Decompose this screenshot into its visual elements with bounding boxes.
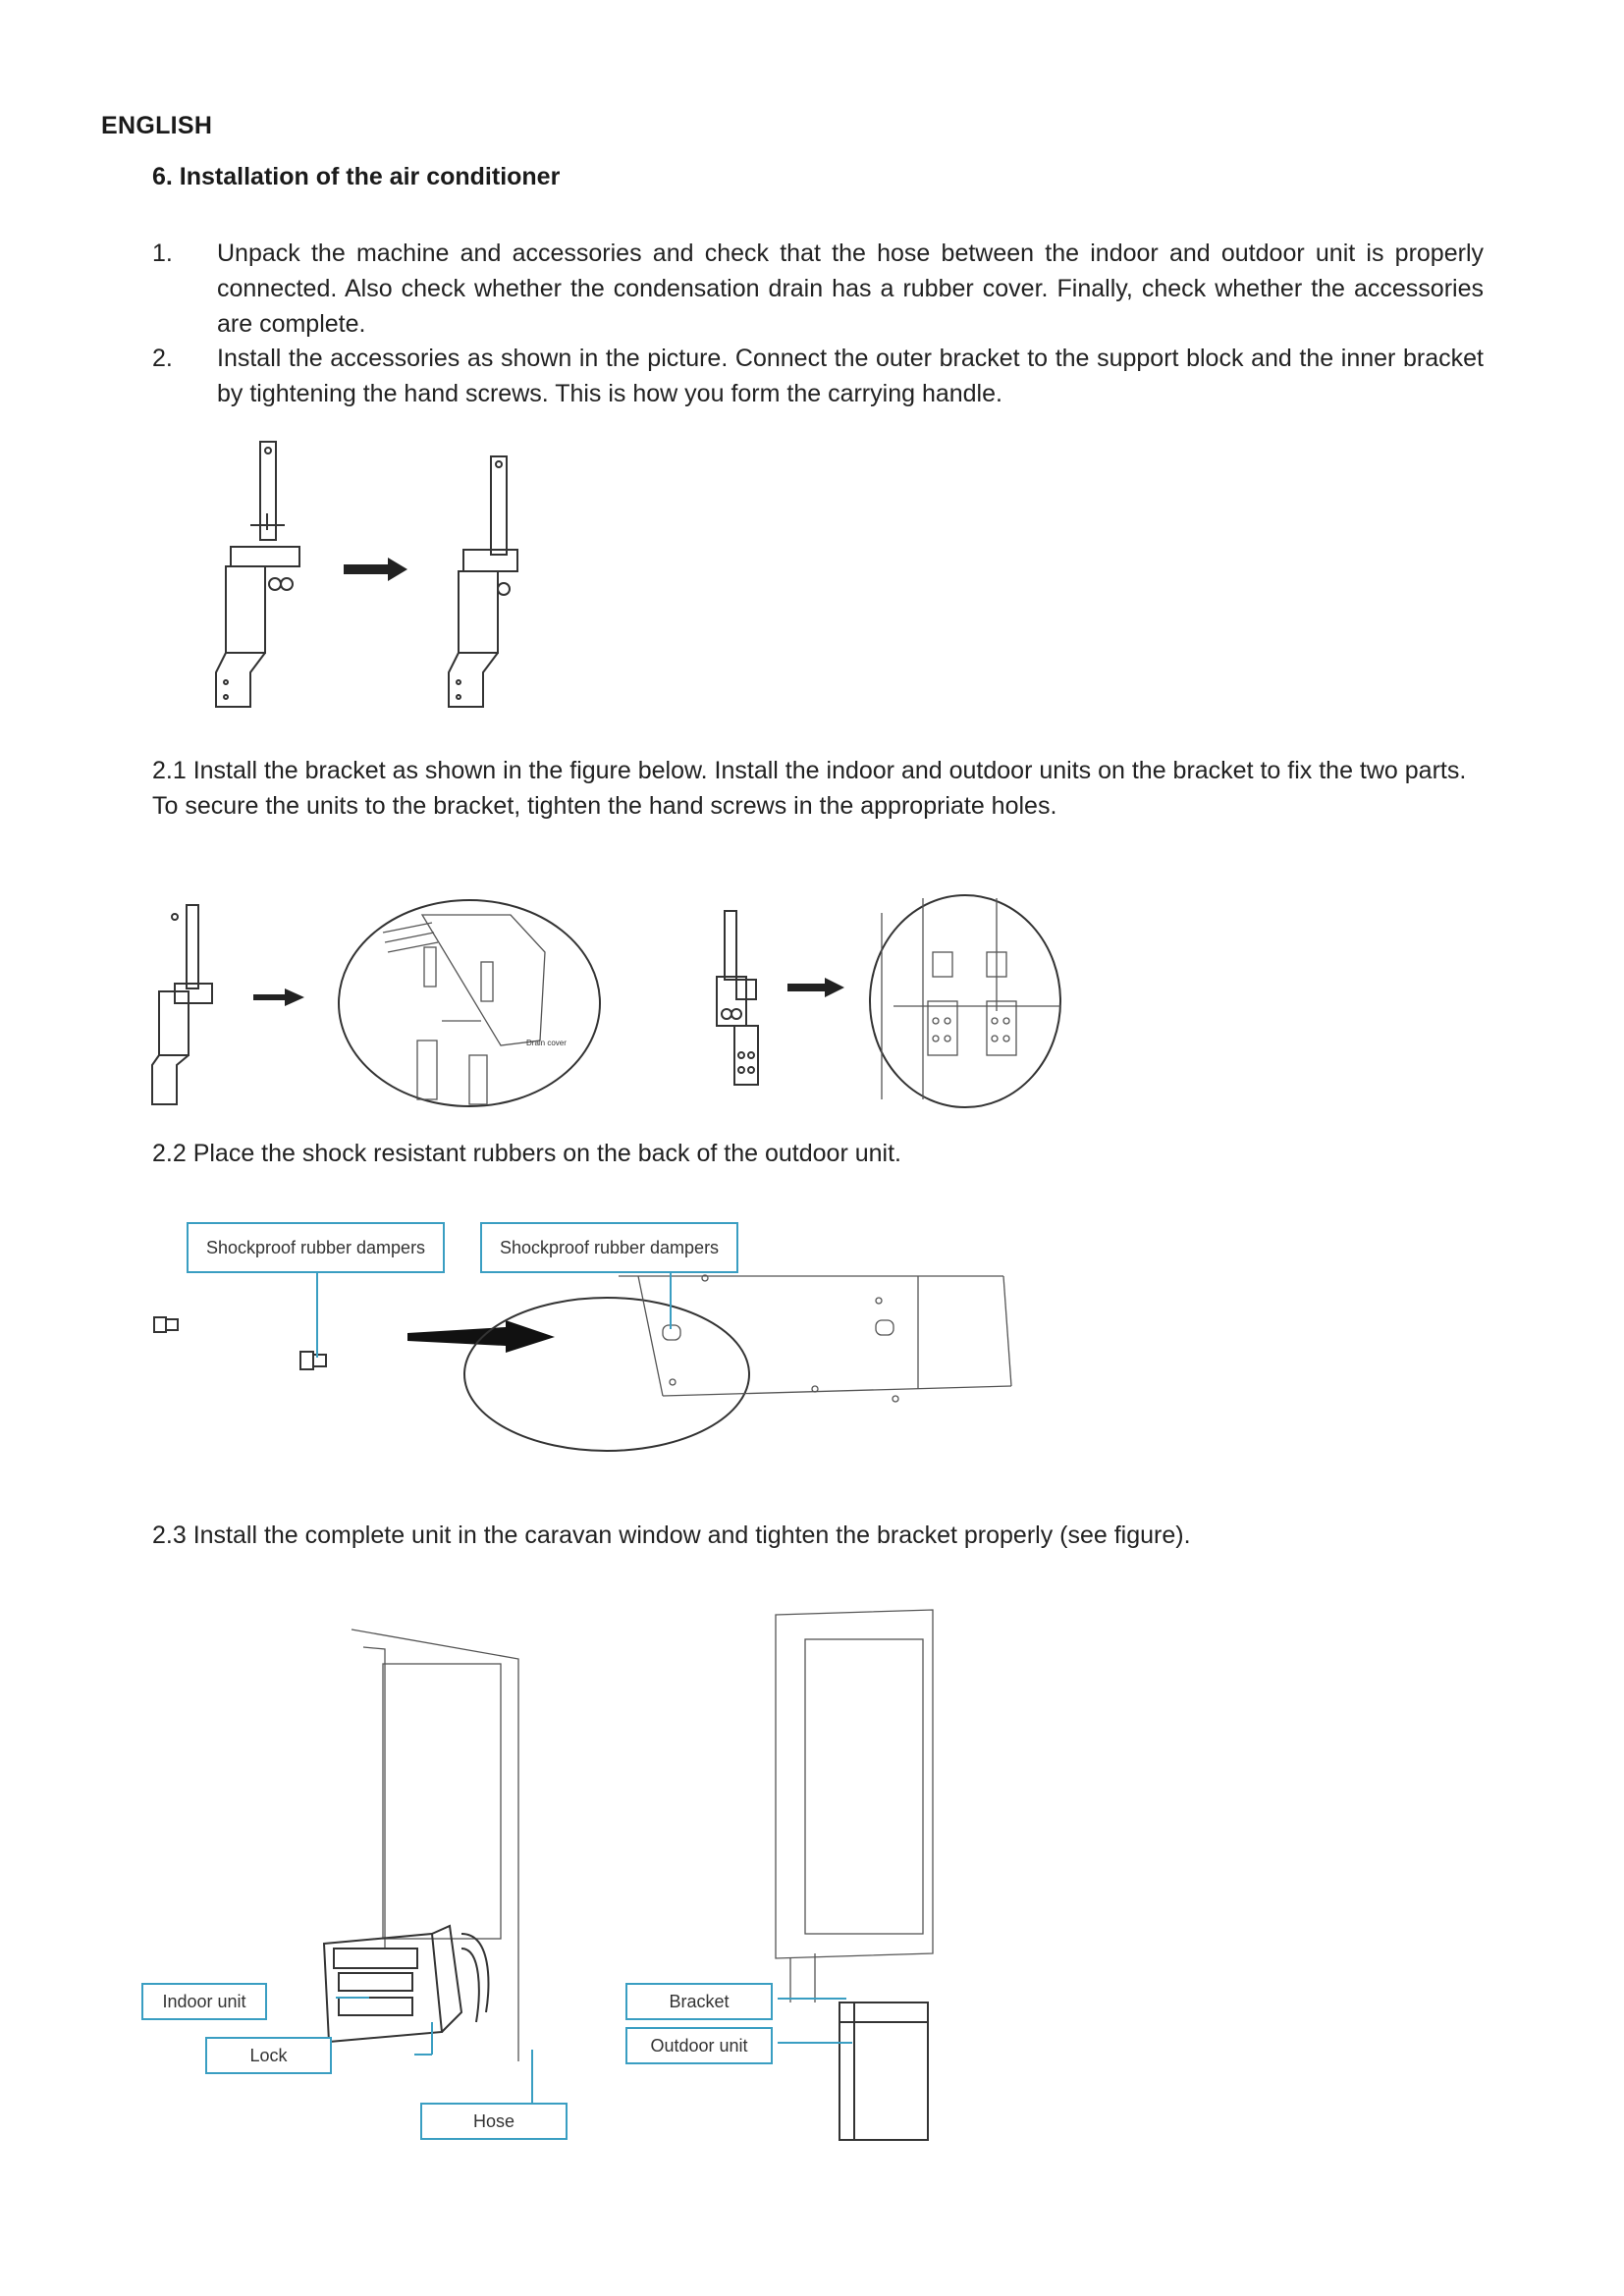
section-title: 6. Installation of the air conditioner [152, 163, 561, 190]
substep-2-3-text: 2.3 Install the complete unit in the caravan window and tighten the bracket properly (see figure). [152, 1522, 1191, 1549]
dampers-callout-1: Shockproof rubber dampers [187, 1222, 445, 1273]
hose-callout: Hose [420, 2103, 568, 2140]
bracket-assembly-figure [206, 437, 530, 717]
language-header: ENGLISH [101, 112, 213, 139]
arrow-icon [253, 988, 304, 1006]
window-install-figure [137, 1610, 982, 2160]
step-2-number: 2. [152, 345, 173, 372]
step-1-number: 1. [152, 240, 173, 267]
arrow-icon [787, 978, 844, 997]
bracket-callout: Bracket [625, 1983, 773, 2020]
indoor-unit-callout: Indoor unit [141, 1983, 267, 2020]
substep-2-2-text: 2.2 Place the shock resistant rubbers on the back of the outdoor unit. [152, 1140, 901, 1167]
lock-callout: Lock [205, 2037, 332, 2074]
drain-cover-label: Drain cover [526, 1039, 567, 1047]
arrow-icon [407, 1320, 555, 1353]
step-1-text: Unpack the machine and accessories and check that the hose between the indoor and outdoor unit is properly connected. Also check whether the condensation drain has a rubber cover. Finally, check whether the accessories are complete. [217, 240, 1484, 338]
outdoor-unit-callout: Outdoor unit [625, 2027, 773, 2064]
dampers-callout-2: Shockproof rubber dampers [480, 1222, 738, 1273]
arrow-icon [344, 558, 407, 581]
step-2-text: Install the accessories as shown in the picture. Connect the outer bracket to the support block and the inner bracket by tightening the hand screws. This is how you form the carrying handle. [217, 345, 1484, 407]
substep-2-1-text: 2.1 Install the bracket as shown in the figure below. Install the indoor and outdoor units on the bracket to fix the two parts. To secure the units to the bracket, tighten the hand screws in the appropriate holes. [152, 757, 1467, 820]
bracket-mounting-figure [147, 893, 1070, 1119]
